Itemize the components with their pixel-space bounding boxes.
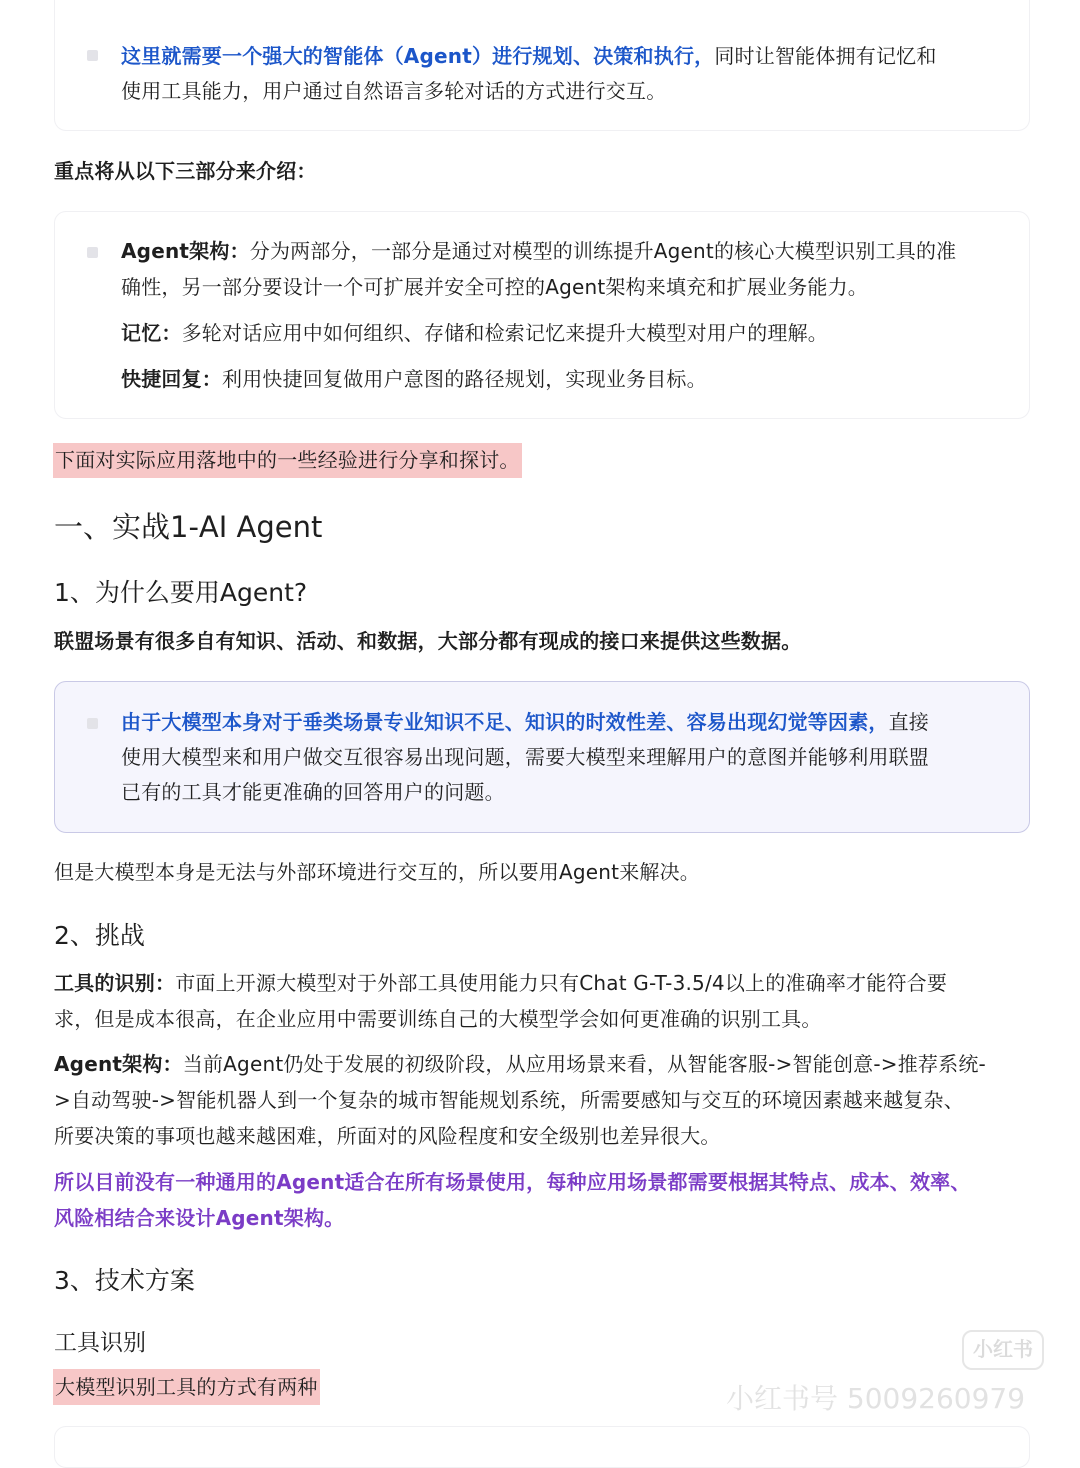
purple-line-2: 风险相结合来设计Agent架构。 [54, 1206, 345, 1230]
tool-recog-label: 工具的识别： [54, 971, 176, 995]
section-title: 一、实战1-AI Agent [54, 510, 323, 544]
tool-highlight-line [53, 1369, 320, 1405]
share-highlight: 下面对实际应用落地中的一些经验进行分享和探讨。 [53, 443, 522, 478]
subsection-title-1: 1、为什么要用Agent? [54, 578, 308, 607]
agent-part-line-2: 确性，另一部分要设计一个可扩展并安全可控的Agent架构来填充和扩展业务能力。 [121, 275, 868, 299]
reply-line [121, 364, 707, 394]
memory-line [121, 318, 828, 348]
tool-heading: 工具识别 [54, 1330, 146, 1356]
tool-recog-line-2: 求，但是成本很高，在企业应用中需要训练自己的大模型学会如何更准确的识别工具。 [54, 1007, 822, 1031]
reason-line-1 [121, 707, 929, 737]
agent-label: Agent架构： [121, 239, 250, 263]
bullet-icon [87, 718, 98, 729]
watermark-logo-text: 小红书 [973, 1337, 1033, 1361]
reason-line-3: 已有的工具才能更准确的回答用户的问题。 [121, 780, 505, 804]
card-top-line-1 [121, 41, 937, 71]
agent-text: 分为两部分，一部分是通过对模型的训练提升Agent的核心大模型识别工具的准 [249, 239, 957, 263]
reply-text: 利用快捷回复做用户意图的路径规划，实现业务目标。 [222, 367, 707, 391]
memory-label: 记忆： [121, 321, 182, 345]
subsection-title-2: 2、挑战 [54, 921, 145, 950]
bullet-icon [87, 247, 98, 258]
tool-recog-line-1 [54, 968, 947, 998]
info-card-reason [54, 681, 1030, 833]
sub1-paragraph: 但是大模型本身是无法与外部环境进行交互的，所以要用Agent来解决。 [54, 860, 700, 884]
agent-arch-line-2: >自动驾驶->智能机器人到一个复杂的城市智能规划系统，所需要感知与交互的环境因素越来越复杂、 [54, 1088, 964, 1112]
reason-text: 直接 [888, 710, 930, 734]
sub1-bold-text: 联盟场景有很多自有知识、活动、和数据，大部分都有现成的接口来提供这些数据。 [54, 629, 802, 653]
reply-label: 快捷回复： [121, 367, 222, 391]
info-card-bottom [54, 1426, 1030, 1468]
agent-arch-label: Agent架构： [54, 1052, 183, 1076]
agent-arch-line-1 [54, 1049, 986, 1079]
card-top-line-2: 使用工具能力，用户通过自然语言多轮对话的方式进行交互。 [121, 79, 667, 103]
info-card-parts [54, 211, 1030, 419]
subsection-title-3: 3、技术方案 [54, 1266, 195, 1295]
agent-arch-line-3: 所要决策的事项也越来越困难，所面对的风险程度和安全级别也差异很大。 [54, 1124, 721, 1148]
tool-recog-text: 市面上开源大模型对于外部工具使用能力只有Chat G-T-3.5/4以上的准确率才能符合要 [175, 971, 948, 995]
bullet-icon [87, 50, 98, 61]
watermark-id: 小红书号 5009260979 [726, 1382, 1026, 1415]
agent-part-line-1 [121, 236, 956, 266]
info-card-top [54, 0, 1030, 131]
agent-arch-text: 当前Agent仍处于发展的初级阶段，从应用场景来看，从智能客服->智能创意->推荐系统- [182, 1052, 986, 1076]
watermark-logo [962, 1330, 1044, 1370]
intro-heading: 重点将从以下三部分来介绍： [54, 159, 317, 183]
purple-line-1: 所以目前没有一种通用的Agent适合在所有场景使用，每种应用场景都需要根据其特点、成本、效率、 [54, 1170, 971, 1194]
tool-highlight: 大模型识别工具的方式有两种 [53, 1369, 320, 1405]
memory-text: 多轮对话应用中如何组织、存储和检索记忆来提升大模型对用户的理解。 [181, 321, 829, 345]
highlight-text: 这里就需要一个强大的智能体（Agent）进行规划、决策和执行， [121, 44, 715, 68]
reason-highlight: 由于大模型本身对于垂类场景专业知识不足、知识的时效性差、容易出现幻觉等因素， [121, 710, 889, 734]
share-line [53, 443, 522, 478]
body-text: 同时让智能体拥有记忆和 [714, 44, 937, 68]
reason-line-2: 使用大模型来和用户做交互很容易出现问题，需要大模型来理解用户的意图并能够利用联盟 [121, 745, 929, 769]
